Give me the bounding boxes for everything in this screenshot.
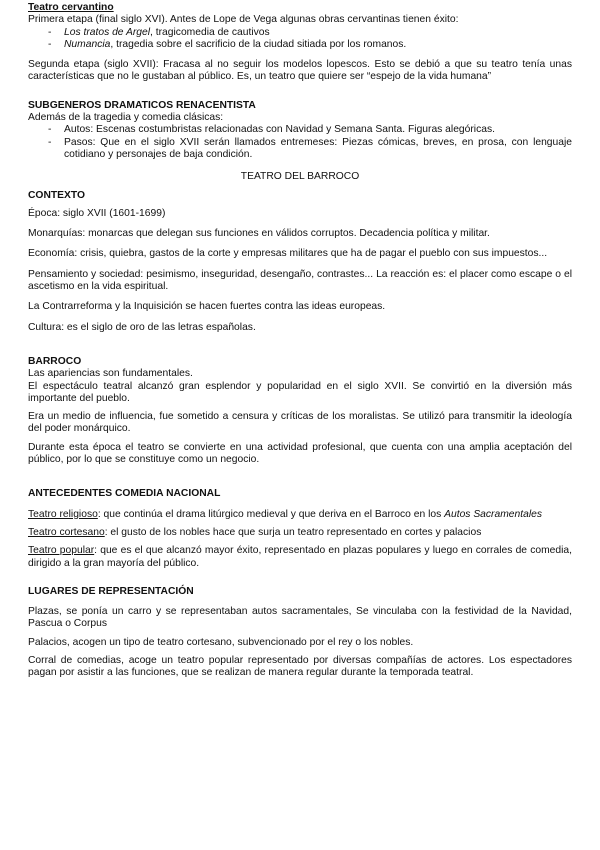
subgeneros-list — [28, 124, 572, 161]
term-italic: Autos Sacramentales — [444, 508, 542, 520]
cervantino-intro: Primera etapa (final siglo XVI). Antes de Lope de Vega algunas obras cervantinas tienen éxito: — [28, 14, 459, 26]
contexto-paragraph: Pensamiento y sociedad: pesimismo, inseguridad, desengaño, contrastes... La reacción es: el placer como escape o el ascetismo en la vida espiritual. — [28, 268, 572, 293]
cervantino-list — [28, 27, 572, 52]
term-text: : que continúa el drama litúrgico medieval y que deriva en el Barroco en los — [97, 508, 445, 520]
section-title-teatro-cervantino: Teatro cervantino — [28, 2, 114, 13]
barroco-paragraph: Durante esta época el teatro se convierte en una actividad profesional, que cuenta con una amplia aceptación del público, por lo que se constituye como un negocio. — [28, 441, 572, 466]
contexto-paragraph: La Contrarreforma y la Inquisición se hacen fuertes contra las ideas europeas. — [28, 301, 386, 313]
barroco-paragraph: Era un medio de influencia, fue sometido a censura y críticas de los moralistas. Se utilizó para transmitir la ideología del poder monárquico. — [28, 411, 572, 435]
work-title: Numancia — [64, 38, 111, 50]
section-title-barroco: BARROCO — [28, 355, 82, 367]
work-desc: , tragedia sobre el sacrificio de la ciudad sitiada por los romanos. — [110, 38, 407, 50]
term-label: Teatro religioso — [28, 508, 98, 520]
antecedentes-paragraph — [28, 509, 572, 521]
lugares-paragraph: Palacios, acogen un tipo de teatro cortesano, subvencionado por el rey o los nobles. — [28, 636, 414, 648]
work-desc: , tragicomedia de cautivos — [150, 26, 270, 38]
list-item — [48, 27, 572, 39]
term-label: Teatro cortesano — [28, 526, 105, 538]
cervantino-segunda-etapa: Segunda etapa (siglo XVII): Fracasa al no seguir los modelos lopescos. Esto se debió a que su teatro tenía unas características que no le gustaban al público. Es, un teatro que quiere ser “espejo de la vida humana” — [28, 59, 572, 83]
term-text: : que es el que alcanzó mayor éxito, representado en plazas populares y luego en corrales de comedia, dirigido a la gran mayoría del público. — [28, 545, 572, 569]
section-title-contexto: CONTEXTO — [28, 189, 86, 201]
barroco-line: Las apariencias son fundamentales. — [28, 368, 193, 380]
section-title-antecedentes: ANTECEDENTES COMEDIA NACIONAL — [28, 488, 221, 500]
antecedentes-paragraph — [28, 545, 572, 570]
document-page — [0, 2, 600, 850]
contexto-paragraph: Cultura: es el siglo de oro de las letras españolas. — [28, 321, 256, 333]
term-text: : el gusto de los nobles hace que surja un teatro representado en cortes y palacios — [104, 526, 482, 538]
lugares-paragraph: Corral de comedias, acoge un teatro popular representado por diversas compañías de actores. Los espectadores pagan por asistir a las funciones, que se realizan de manera regular durante la temporada teatral. — [28, 654, 572, 679]
antecedentes-paragraph — [28, 527, 572, 539]
work-title: Los tratos de Argel — [64, 26, 151, 38]
list-item — [48, 39, 572, 51]
section-title-subgeneros: SUBGENEROS DRAMATICOS RENACENTISTA — [28, 99, 256, 111]
contexto-paragraph: Monarquías: monarcas que delegan sus funciones en válidos corruptos. Decadencia política y militar. — [28, 228, 490, 240]
contexto-paragraph: Época: siglo XVII (1601-1699) — [28, 207, 166, 219]
lugares-paragraph: Plazas, se ponía un carro y se representaban autos sacramentales, Se vinculaba con la festividad de la Navidad, Pascua o Corpus — [28, 606, 572, 630]
chapter-title: TEATRO DEL BARROCO — [240, 171, 360, 183]
list-item: - Pasos: Que en el siglo XVII serán llamados entremeses: Piezas cómicas, breves, en prosa, con lenguaje cotidiano y personajes de baja condición. — [48, 137, 572, 162]
contexto-paragraph: Economía: crisis, quiebra, gastos de la corte y empresas militares que ha de pagar el pueblo con sus impuestos... — [28, 248, 548, 260]
list-item: - Autos: Escenas costumbristas relacionadas con Navidad y Semana Santa. Figuras alegóricas. — [48, 124, 572, 136]
barroco-line: El espectáculo teatral alcanzó gran esplendor y popularidad en el siglo XVII. Se convirtió en la diversión más importante del pueblo. — [28, 380, 572, 404]
subgeneros-intro: Además de la tragedia y comedia clásicas: — [28, 112, 224, 124]
term-label: Teatro popular — [28, 545, 95, 557]
section-title-lugares: LUGARES DE REPRESENTACIÓN — [28, 585, 194, 597]
